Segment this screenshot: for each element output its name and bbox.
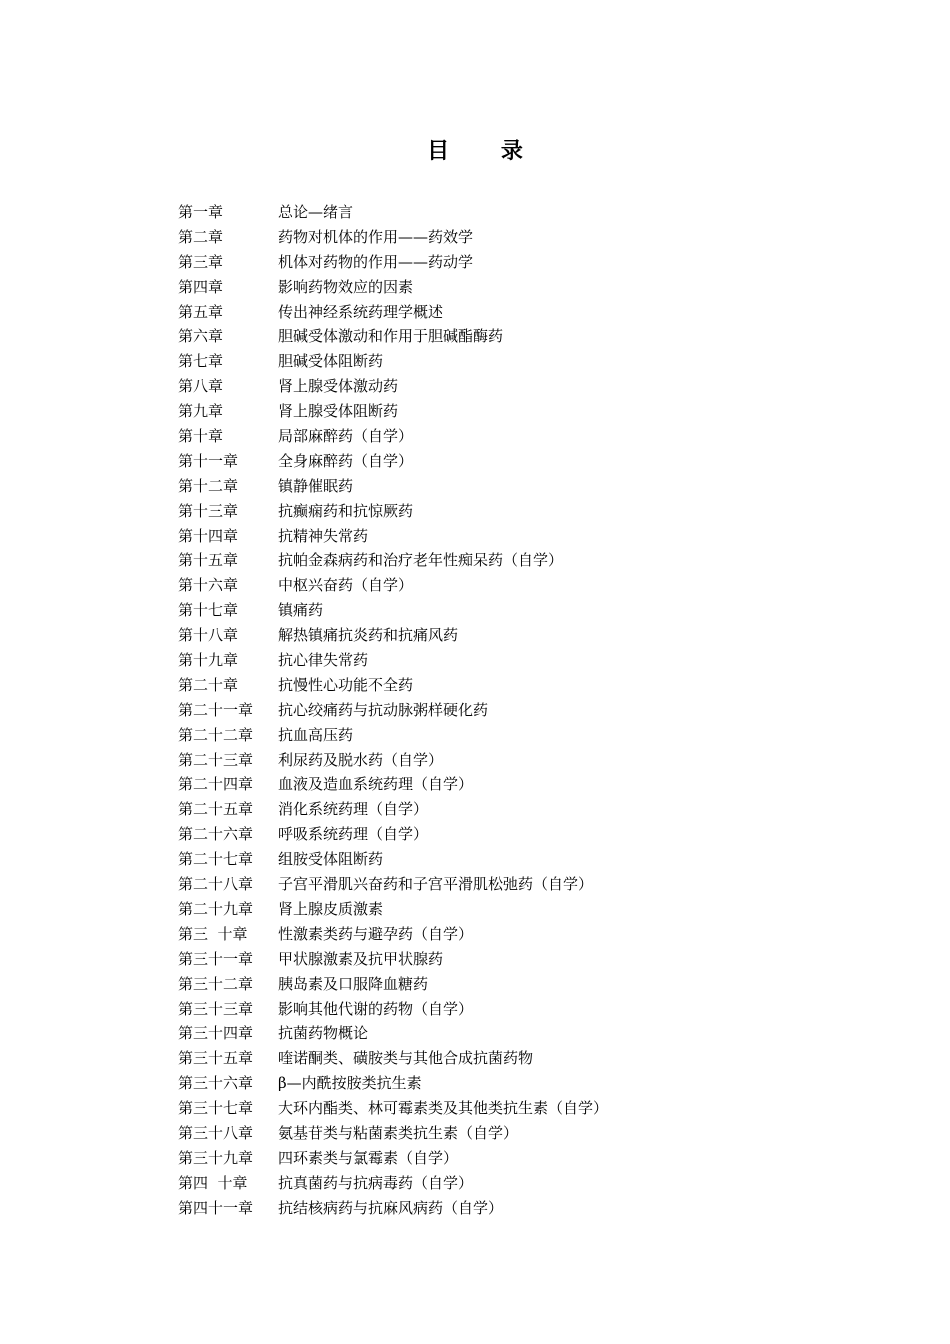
toc-entry <box>178 1071 898 1096</box>
toc-chapter-number: 第十七章 <box>178 601 239 620</box>
toc-chapter-title: 抗心律失常药 <box>278 651 369 670</box>
toc-chapter-title: 全身麻醉药（自学） <box>278 451 414 470</box>
toc-chapter-number: 第四 十章 <box>178 1173 248 1192</box>
toc-chapter-title: 抗帕金森病药和治疗老年性痴呆药（自学） <box>278 551 564 570</box>
toc-chapter-title: 肾上腺皮质激素 <box>278 899 384 918</box>
toc-entry <box>178 822 898 847</box>
toc-entry <box>178 548 898 573</box>
toc-chapter-number: 第二十七章 <box>178 850 254 869</box>
toc-chapter-title: 性激素类药与避孕药（自学） <box>278 924 474 943</box>
toc-entry <box>178 723 898 748</box>
toc-chapter-title: 抗结核病药与抗麻风病药（自学） <box>278 1198 504 1217</box>
toc-entry <box>178 1046 898 1071</box>
toc-entry <box>178 225 898 250</box>
toc-entry <box>178 847 898 872</box>
toc-chapter-number: 第四章 <box>178 277 224 296</box>
toc-chapter-number: 第十章 <box>178 427 224 446</box>
toc-chapter-title: 甲状腺激素及抗甲状腺药 <box>278 949 444 968</box>
toc-chapter-title: 抗真菌药与抗病毒药（自学） <box>278 1173 474 1192</box>
toc-chapter-title: 药物对机体的作用——药效学 <box>278 227 474 246</box>
toc-chapter-title: 四环素类与氯霉素（自学） <box>278 1148 459 1167</box>
toc-entry <box>178 972 898 997</box>
table-of-contents <box>178 200 898 1221</box>
toc-chapter-number: 第三十六章 <box>178 1074 254 1093</box>
toc-chapter-title: 解热镇痛抗炎药和抗痛风药 <box>278 626 459 645</box>
toc-chapter-number: 第九章 <box>178 402 224 421</box>
toc-chapter-number: 第四十一章 <box>178 1198 254 1217</box>
toc-chapter-number: 第三十二章 <box>178 974 254 993</box>
toc-chapter-number: 第十六章 <box>178 576 239 595</box>
toc-entry <box>178 772 898 797</box>
toc-chapter-title: 影响药物效应的因素 <box>278 277 414 296</box>
toc-entry <box>178 1146 898 1171</box>
toc-entry <box>178 673 898 698</box>
toc-chapter-number: 第六章 <box>178 327 224 346</box>
toc-chapter-number: 第十九章 <box>178 651 239 670</box>
toc-entry <box>178 200 898 225</box>
toc-entry <box>178 474 898 499</box>
toc-entry <box>178 499 898 524</box>
toc-entry <box>178 424 898 449</box>
toc-chapter-title: 抗心绞痛药与抗动脉粥样硬化药 <box>278 700 489 719</box>
toc-entry <box>178 748 898 773</box>
toc-chapter-title: 胆碱受体激动和作用于胆碱酯酶药 <box>278 327 504 346</box>
toc-chapter-title: β—内酰按胺类抗生素 <box>278 1074 422 1093</box>
toc-entry <box>178 275 898 300</box>
toc-entry <box>178 698 898 723</box>
toc-entry <box>178 573 898 598</box>
toc-chapter-number: 第二十一章 <box>178 700 254 719</box>
toc-chapter-title: 胰岛素及口服降血糖药 <box>278 974 429 993</box>
toc-chapter-title: 镇静催眠药 <box>278 476 354 495</box>
toc-chapter-number: 第二十八章 <box>178 875 254 894</box>
toc-chapter-number: 第三十四章 <box>178 1024 254 1043</box>
toc-entry <box>178 922 898 947</box>
toc-entry <box>178 324 898 349</box>
toc-chapter-number: 第二十二章 <box>178 725 254 744</box>
toc-chapter-number: 第二十九章 <box>178 899 254 918</box>
toc-chapter-title: 传出神经系统药理学概述 <box>278 302 444 321</box>
toc-chapter-title: 中枢兴奋药（自学） <box>278 576 414 595</box>
toc-entry <box>178 1021 898 1046</box>
toc-chapter-title: 局部麻醉药（自学） <box>278 427 414 446</box>
toc-chapter-number: 第十三章 <box>178 501 239 520</box>
toc-chapter-title: 喹诺酮类、磺胺类与其他合成抗菌药物 <box>278 1049 534 1068</box>
toc-chapter-number: 第二章 <box>178 227 224 246</box>
toc-chapter-number: 第二十四章 <box>178 775 254 794</box>
toc-chapter-number: 第一章 <box>178 203 224 221</box>
toc-chapter-number: 第三章 <box>178 252 224 271</box>
toc-chapter-title: 肾上腺受体激动药 <box>278 377 399 396</box>
toc-chapter-title: 组胺受体阻断药 <box>278 850 384 869</box>
toc-entry <box>178 1096 898 1121</box>
toc-chapter-title: 大环内酯类、林可霉素类及其他类抗生素（自学） <box>278 1099 609 1118</box>
toc-chapter-title: 抗癫痫药和抗惊厥药 <box>278 501 414 520</box>
toc-entry <box>178 374 898 399</box>
toc-chapter-number: 第三十八章 <box>178 1123 254 1142</box>
toc-entry <box>178 947 898 972</box>
toc-chapter-number: 第三十三章 <box>178 999 254 1018</box>
toc-chapter-number: 第二十六章 <box>178 825 254 844</box>
toc-chapter-number: 第二十三章 <box>178 750 254 769</box>
toc-chapter-number: 第十一章 <box>178 451 239 470</box>
toc-entry <box>178 1121 898 1146</box>
toc-entry <box>178 1171 898 1196</box>
toc-entry <box>178 524 898 549</box>
toc-chapter-title: 镇痛药 <box>278 601 324 620</box>
toc-chapter-title: 消化系统药理（自学） <box>278 800 429 819</box>
toc-chapter-title: 总论—绪言 <box>278 203 354 221</box>
toc-chapter-number: 第三十七章 <box>178 1099 254 1118</box>
toc-chapter-title: 抗菌药物概论 <box>278 1024 369 1043</box>
toc-entry <box>178 797 898 822</box>
toc-entry <box>178 399 898 424</box>
toc-chapter-title: 机体对药物的作用——药动学 <box>278 252 474 271</box>
toc-entry <box>178 250 898 275</box>
toc-chapter-title: 呼吸系统药理（自学） <box>278 825 429 844</box>
toc-chapter-title: 利尿药及脱水药（自学） <box>278 750 444 769</box>
toc-chapter-title: 影响其他代谢的药物（自学） <box>278 999 474 1018</box>
toc-chapter-number: 第十二章 <box>178 476 239 495</box>
toc-entry <box>178 598 898 623</box>
toc-chapter-number: 第三十五章 <box>178 1049 254 1068</box>
toc-entry <box>178 1196 898 1221</box>
toc-entry <box>178 449 898 474</box>
toc-chapter-number: 第七章 <box>178 352 224 371</box>
toc-chapter-number: 第二十章 <box>178 675 239 694</box>
toc-chapter-title: 氨基苷类与粘菌素类抗生素（自学） <box>278 1123 519 1142</box>
toc-chapter-number: 第三十九章 <box>178 1148 254 1167</box>
toc-chapter-number: 第二十五章 <box>178 800 254 819</box>
toc-chapter-number: 第十八章 <box>178 626 239 645</box>
toc-chapter-title: 抗慢性心功能不全药 <box>278 675 414 694</box>
toc-entry <box>178 648 898 673</box>
toc-chapter-number: 第三十一章 <box>178 949 254 968</box>
toc-chapter-number: 第三 十章 <box>178 924 248 943</box>
toc-chapter-number: 第五章 <box>178 302 224 321</box>
toc-chapter-title: 抗精神失常药 <box>278 526 369 545</box>
toc-entry <box>178 872 898 897</box>
toc-entry <box>178 997 898 1022</box>
toc-chapter-number: 第十四章 <box>178 526 239 545</box>
page-title: 目 录 <box>427 138 545 164</box>
toc-chapter-title: 子宫平滑肌兴奋药和子宫平滑肌松弛药（自学） <box>278 875 594 894</box>
toc-chapter-title: 肾上腺受体阻断药 <box>278 402 399 421</box>
toc-entry <box>178 897 898 922</box>
toc-chapter-number: 第八章 <box>178 377 224 396</box>
toc-chapter-number: 第十五章 <box>178 551 239 570</box>
toc-entry <box>178 300 898 325</box>
toc-chapter-title: 胆碱受体阻断药 <box>278 352 384 371</box>
toc-entry <box>178 623 898 648</box>
toc-chapter-title: 抗血高压药 <box>278 725 354 744</box>
toc-chapter-title: 血液及造血系统药理（自学） <box>278 775 474 794</box>
toc-entry <box>178 349 898 374</box>
